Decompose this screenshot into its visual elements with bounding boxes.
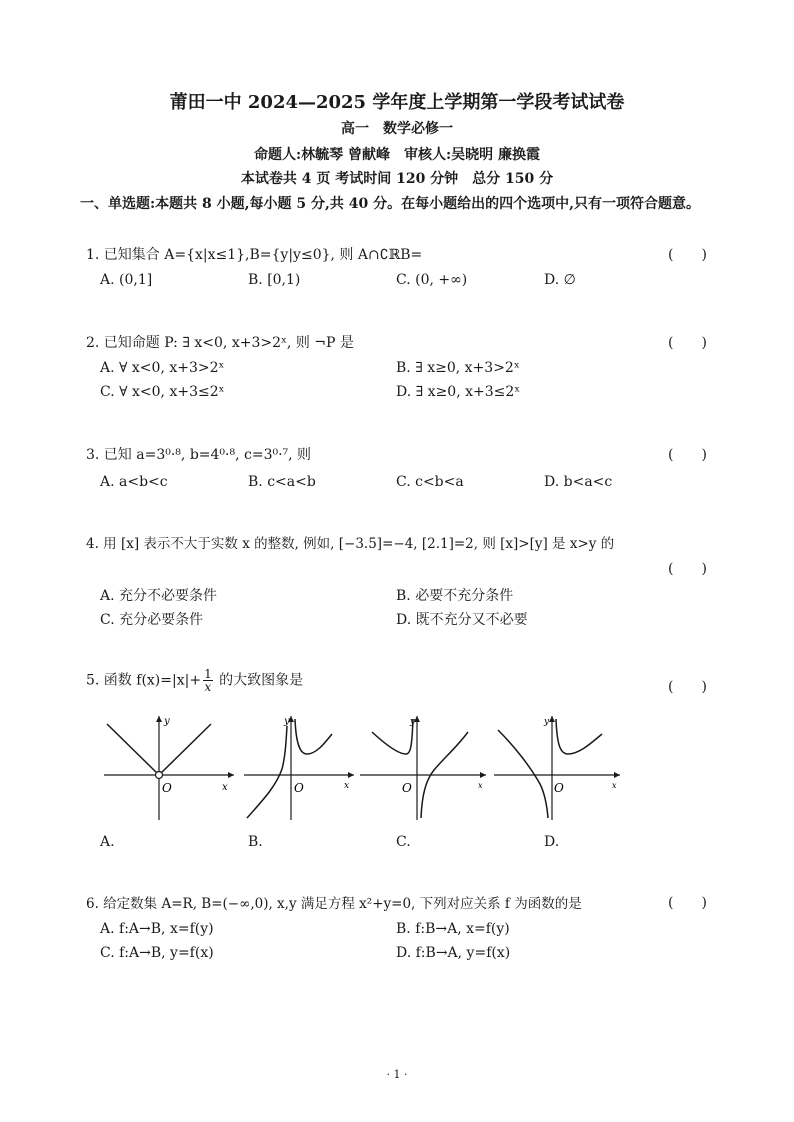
graph-b-origin-label: O <box>294 781 304 795</box>
question-2-stem: 2. 已知命题 P: ∃ x<0, x+3>2ˣ, 则 ¬P 是 <box>86 335 354 351</box>
page-number: · 1 · <box>386 1068 408 1081</box>
question-4-option-a: A. 充分不必要条件 <box>100 588 218 604</box>
exam-subtitle: 高一 数学必修一 <box>341 121 453 137</box>
question-6-option-b: B. f:B→A, x=f(y) <box>396 921 510 937</box>
question-5-fraction <box>203 668 213 693</box>
question-1-option-d: D. ∅ <box>544 272 576 288</box>
exam-title: 莆田一中 2024—2025 学年度上学期第一学段考试试卷 <box>169 92 625 113</box>
exam-info: 本试卷共 4 页 考试时间 120 分钟 总分 150 分 <box>240 171 554 187</box>
question-1-answer-paren: ( ) <box>668 247 707 263</box>
question-6-option-c: C. f:A→B, y=f(x) <box>100 945 214 961</box>
question-2-answer-paren: ( ) <box>668 335 707 351</box>
question-1-option-b: B. [0,1) <box>248 272 301 288</box>
question-4-stem: 4. 用 [x] 表示不大于实数 x 的整数, 例如, [−3.5]=−4, [2.1]=2, 则 [x]>[y] 是 x>y 的 <box>86 536 615 552</box>
question-1-option-c: C. (0, +∞) <box>396 272 468 288</box>
graph-a <box>104 714 234 820</box>
graph-d-left-branch <box>498 730 548 818</box>
question-4-answer-paren: ( ) <box>668 561 707 577</box>
question-6-option-a: A. f:A→B, x=f(y) <box>100 921 214 937</box>
question-3-option-c: C. c<b<a <box>396 474 464 490</box>
question-6-option-d: D. f:B→A, y=f(x) <box>396 945 511 961</box>
graph-b-right-branch <box>295 719 332 754</box>
graph-d <box>494 714 622 820</box>
question-3-option-b: B. c<a<b <box>248 474 316 490</box>
question-1-stem: 1. 已知集合 A={x|x≤1},B={y|y≤0}, 则 A∩∁ℝB= <box>86 247 423 263</box>
section1-instructions: 一、单选题:本题共 8 小题,每小题 5 分,共 40 分。在每小题给出的四个选项中,只有一项符合题意。 <box>80 196 700 212</box>
graph-c-left-branch <box>372 719 413 754</box>
graph-d-right-branch <box>556 719 602 754</box>
graph-b-y-label: y <box>284 716 290 727</box>
graph-b <box>244 714 356 820</box>
graph-d-origin-label: O <box>554 781 564 795</box>
question-5-option-d: D. <box>544 834 560 850</box>
question-5-stem <box>86 668 303 693</box>
question-3-option-a: A. a<b<c <box>100 474 168 490</box>
question-6-stem: 6. 给定数集 A=R, B=(−∞,0), x,y 满足方程 x²+y=0, 下列对应关系 f 为函数的是 <box>86 896 582 912</box>
question-5-stem-prefix: 5. 函数 f(x)=|x|+ <box>86 672 202 689</box>
graph-d-y-label: y <box>544 717 550 727</box>
question-5-answer-paren: ( ) <box>668 679 707 695</box>
question-3-answer-paren: ( ) <box>668 447 707 463</box>
question-2-option-b: B. ∃ x≥0, x+3>2ˣ <box>396 360 520 376</box>
graph-b-left-branch <box>247 726 287 818</box>
graph-c-y-label: y <box>410 717 416 727</box>
question-5-stem-suffix: 的大致图象是 <box>214 672 304 689</box>
graph-c <box>360 714 488 820</box>
graph-c-x-label: x <box>478 781 483 790</box>
question-6-answer-paren: ( ) <box>668 895 707 911</box>
graph-c-origin-label: O <box>402 781 412 795</box>
question-5-option-c: C. <box>396 834 411 850</box>
question-2-option-a: A. ∀ x<0, x+3>2ˣ <box>100 360 225 376</box>
graph-a-origin-label: O <box>162 781 172 795</box>
question-3-option-d: D. b<a<c <box>544 474 613 490</box>
graph-a-open-point <box>156 772 163 779</box>
question-5-fraction-numerator: 1 <box>204 667 212 681</box>
exam-authors: 命题人:林毓琴 曾献峰 审核人:吴晓明 廉换霞 <box>253 147 541 163</box>
question-2-option-d: D. ∃ x≥0, x+3≤2ˣ <box>396 384 521 400</box>
question-1-option-a: A. (0,1] <box>100 272 153 288</box>
question-5-option-b: B. <box>248 834 263 850</box>
question-2-option-c: C. ∀ x<0, x+3≤2ˣ <box>100 384 225 400</box>
question-4-option-b: B. 必要不充分条件 <box>396 588 514 604</box>
graph-a-x-label: x <box>222 782 228 793</box>
question-4-option-d: D. 既不充分又不必要 <box>396 612 528 628</box>
graph-b-x-label: x <box>344 781 350 791</box>
question-4-option-c: C. 充分必要条件 <box>100 612 204 628</box>
graph-d-x-label: x <box>612 781 617 790</box>
graph-a-y-label: y <box>164 716 170 727</box>
question-3-stem: 3. 已知 a=3⁰·⁸, b=4⁰·⁸, c=3⁰·⁷, 则 <box>86 447 312 463</box>
question-5-option-a: A. <box>100 834 115 850</box>
question-5-fraction-denominator: x <box>204 680 212 694</box>
